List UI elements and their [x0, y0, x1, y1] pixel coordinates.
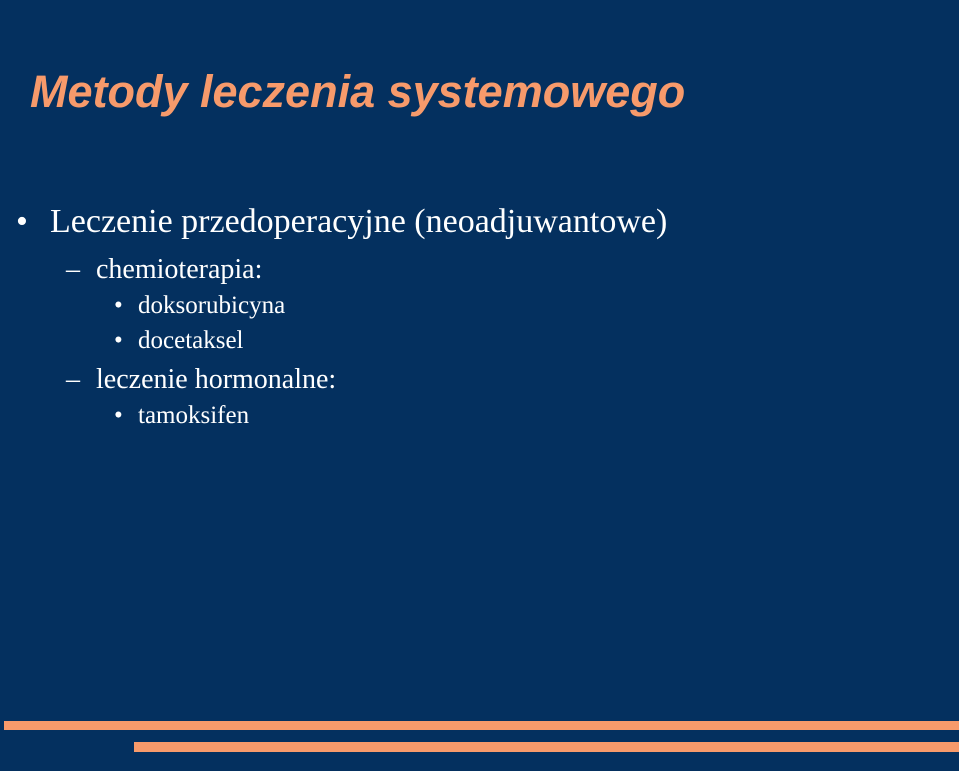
bullet-marker: •: [114, 292, 123, 319]
bullet-text: tamoksifen: [138, 402, 250, 429]
accent-bar-bottom: [134, 742, 959, 752]
bullet-item-level2: [66, 252, 262, 288]
bullet-marker: •: [16, 203, 28, 240]
bullet-marker: •: [114, 402, 123, 429]
bullet-item-level3: [114, 324, 244, 358]
bullet-item-level2: [66, 362, 336, 398]
bullet-text: chemioterapia:: [96, 254, 263, 285]
dash-marker: –: [66, 364, 80, 395]
dash-marker: –: [66, 254, 80, 285]
accent-bar-top: [4, 721, 959, 730]
bullet-text: doksorubicyna: [138, 292, 286, 319]
bullet-item-level1: [16, 200, 667, 244]
bullet-marker: •: [114, 327, 123, 354]
slide-title: Metody leczenia systemowego: [30, 66, 686, 117]
bullet-item-level3: [114, 289, 285, 323]
bullet-text: Leczenie przedoperacyjne (neoadjuwantowe): [50, 203, 668, 240]
bullet-item-level3: [114, 399, 249, 433]
bullet-text: leczenie hormonalne:: [96, 364, 337, 395]
bullet-text: docetaksel: [138, 327, 244, 354]
